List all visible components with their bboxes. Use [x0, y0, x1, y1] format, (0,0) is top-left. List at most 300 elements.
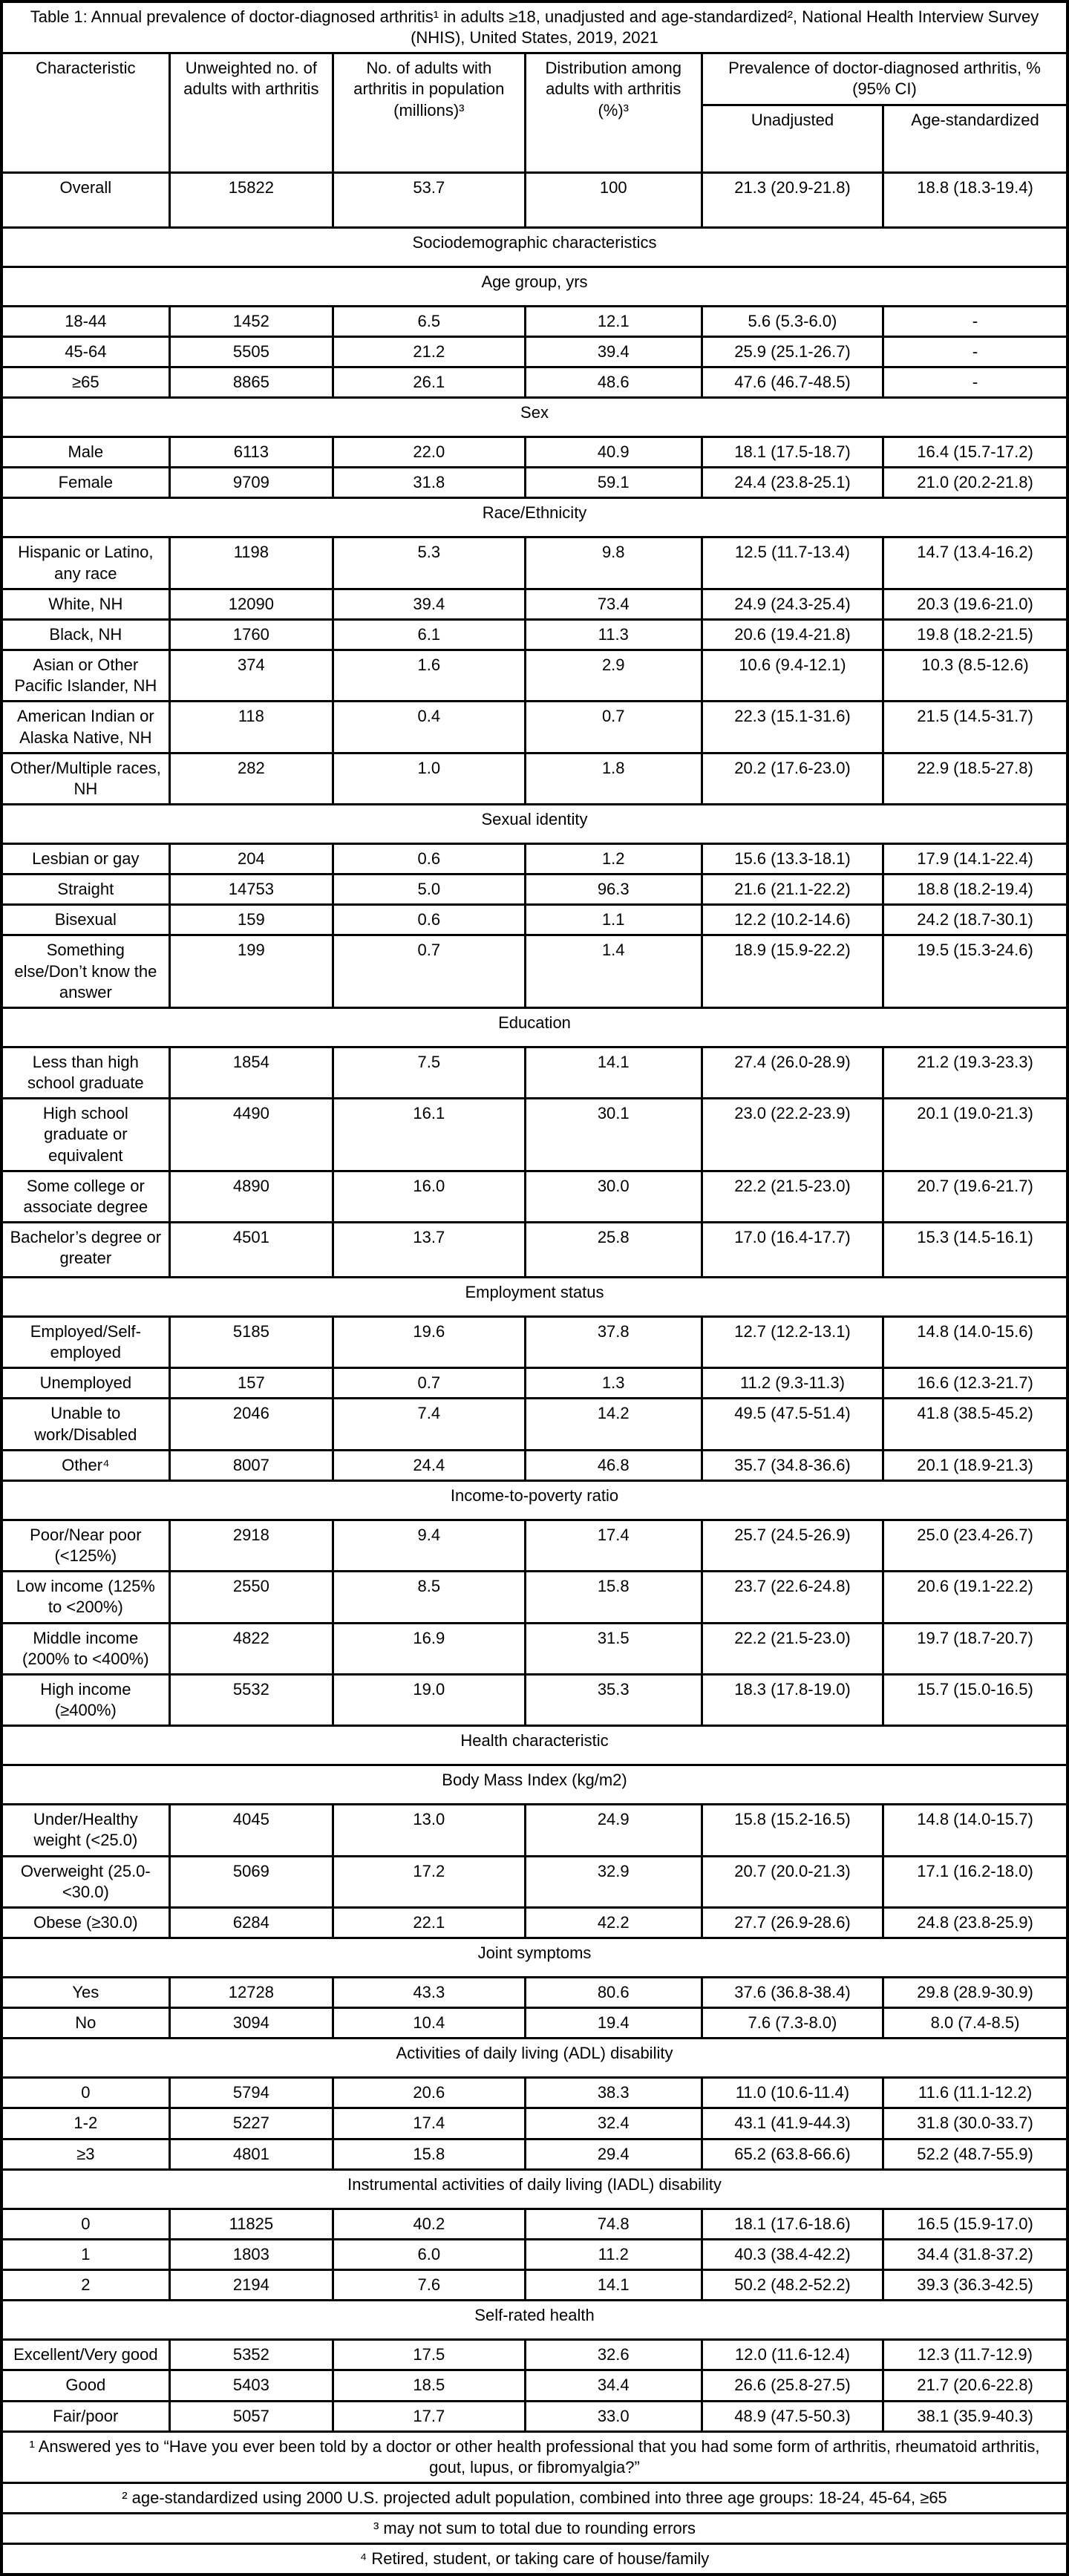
value-cell: 20.7 (20.0-21.3) — [702, 1856, 883, 1907]
value-cell: 5.6 (5.3-6.0) — [702, 306, 883, 336]
value-cell: 42.2 — [525, 1907, 702, 1938]
characteristic-cell: Lesbian or gay — [1, 843, 169, 874]
table-row — [1, 2139, 1068, 2169]
value-cell: 10.4 — [333, 2008, 525, 2039]
value-cell: - — [883, 336, 1068, 367]
value-cell: 9.4 — [333, 1520, 525, 1571]
characteristic-cell: Other/Multiple races, NH — [1, 753, 169, 804]
table-row — [1, 1399, 1068, 1450]
value-cell: 74.8 — [525, 2209, 702, 2239]
value-cell: 24.4 — [333, 1450, 525, 1480]
subsection-header-row — [1, 2039, 1068, 2078]
characteristic-cell: 1 — [1, 2239, 169, 2269]
value-cell: 26.1 — [333, 367, 525, 397]
value-cell: 10.6 (9.4-12.1) — [702, 650, 883, 702]
value-cell: 19.7 (18.7-20.7) — [883, 1623, 1068, 1674]
subsection-header-cell: Activities of daily living (ADL) disability — [1, 2039, 1068, 2078]
table-row — [1, 753, 1068, 804]
value-cell: 24.2 (18.7-30.1) — [883, 905, 1068, 935]
value-cell: 20.6 — [333, 2078, 525, 2108]
characteristic-cell: White, NH — [1, 589, 169, 619]
footnote-text: ³ may not sum to total due to rounding errors — [1, 2514, 1068, 2544]
footnote-text: ² age-standardized using 2000 U.S. projected adult population, combined into three age groups: 18-24, 45-64, ≥65 — [1, 2483, 1068, 2514]
value-cell: 16.5 (15.9-17.0) — [883, 2209, 1068, 2239]
table-row — [1, 875, 1068, 905]
value-cell: 24.4 (23.8-25.1) — [702, 468, 883, 498]
characteristic-cell: Yes — [1, 1977, 169, 2007]
table-row — [1, 537, 1068, 589]
value-cell: 17.0 (16.4-17.7) — [702, 1223, 883, 1278]
subsection-header-cell: Body Mass Index (kg/m2) — [1, 1765, 1068, 1805]
characteristic-cell: Fair/poor — [1, 2401, 169, 2431]
characteristic-cell: Bachelor’s degree or greater — [1, 1223, 169, 1278]
col-header-distribution: Distribution among adults with arthritis (%)³ — [525, 53, 702, 172]
value-cell: 30.0 — [525, 1171, 702, 1222]
table-row — [1, 1623, 1068, 1674]
table-row — [1, 2270, 1068, 2301]
characteristic-cell: 0 — [1, 2078, 169, 2108]
value-cell: 20.2 (17.6-23.0) — [702, 753, 883, 804]
value-cell: 20.6 (19.4-21.8) — [702, 619, 883, 650]
value-cell: 16.6 (12.3-21.7) — [883, 1368, 1068, 1399]
value-cell: 15.8 — [333, 2139, 525, 2169]
value-cell: 16.0 — [333, 1171, 525, 1222]
value-cell: 14.8 (14.0-15.7) — [883, 1805, 1068, 1856]
value-cell: 118 — [169, 702, 333, 753]
subsection-header-cell: Age group, yrs — [1, 267, 1068, 306]
value-cell: 5227 — [169, 2108, 333, 2139]
value-cell: 19.5 (15.3-24.6) — [883, 935, 1068, 1007]
value-cell: 1.0 — [333, 753, 525, 804]
value-cell: 43.3 — [333, 1977, 525, 2007]
table-row — [1, 1907, 1068, 1938]
characteristic-cell: Low income (125% to <200%) — [1, 1572, 169, 1623]
characteristic-cell: No — [1, 2008, 169, 2039]
value-cell: 34.4 — [525, 2370, 702, 2401]
value-cell: 25.0 (23.4-26.7) — [883, 1520, 1068, 1571]
characteristic-cell: Black, NH — [1, 619, 169, 650]
value-cell: 96.3 — [525, 875, 702, 905]
value-cell: 1.6 — [333, 650, 525, 702]
value-cell: 15.6 (13.3-18.1) — [702, 843, 883, 874]
value-cell: 5069 — [169, 1856, 333, 1907]
table-row — [1, 1977, 1068, 2007]
table-header — [1, 1, 1068, 172]
value-cell: 50.2 (48.2-52.2) — [702, 2270, 883, 2301]
footnote-row — [1, 2431, 1068, 2482]
value-cell: 204 — [169, 843, 333, 874]
characteristic-cell: 18-44 — [1, 306, 169, 336]
value-cell: 21.6 (21.1-22.2) — [702, 875, 883, 905]
table-row — [1, 650, 1068, 702]
value-cell: 15.7 (15.0-16.5) — [883, 1674, 1068, 1725]
footnote-row — [1, 2514, 1068, 2544]
value-cell: 1198 — [169, 537, 333, 589]
value-cell: 2.9 — [525, 650, 702, 702]
value-cell: 20.1 (18.9-21.3) — [883, 1450, 1068, 1480]
value-cell: 7.5 — [333, 1047, 525, 1098]
subsection-header-row — [1, 2301, 1068, 2340]
table-row — [1, 1572, 1068, 1623]
characteristic-cell: Good — [1, 2370, 169, 2401]
value-cell: 0.6 — [333, 905, 525, 935]
value-cell: 21.0 (20.2-21.8) — [883, 468, 1068, 498]
value-cell: 12.0 (11.6-12.4) — [702, 2340, 883, 2370]
value-cell: 22.9 (18.5-27.8) — [883, 753, 1068, 804]
col-header-characteristic: Characteristic — [1, 53, 169, 172]
value-cell: 46.8 — [525, 1450, 702, 1480]
characteristic-cell: Unable to work/Disabled — [1, 1399, 169, 1450]
value-cell: 14.8 (14.0-15.6) — [883, 1317, 1068, 1368]
table-row — [1, 2108, 1068, 2139]
value-cell: 0.4 — [333, 702, 525, 753]
value-cell: 17.2 — [333, 1856, 525, 1907]
table-row — [1, 437, 1068, 468]
table-row — [1, 935, 1068, 1007]
value-cell: 11.2 — [525, 2239, 702, 2269]
value-cell: 282 — [169, 753, 333, 804]
value-cell: 1.4 — [525, 935, 702, 1007]
subsection-header-row — [1, 1765, 1068, 1805]
table-row — [1, 843, 1068, 874]
value-cell: 37.6 (36.8-38.4) — [702, 1977, 883, 2007]
value-cell: 23.0 (22.2-23.9) — [702, 1099, 883, 1171]
value-cell: 25.9 (25.1-26.7) — [702, 336, 883, 367]
value-cell: 5.0 — [333, 875, 525, 905]
value-cell: 11.6 (11.1-12.2) — [883, 2078, 1068, 2108]
table-row — [1, 2078, 1068, 2108]
value-cell: 17.4 — [525, 1520, 702, 1571]
value-cell: 22.2 (21.5-23.0) — [702, 1623, 883, 1674]
value-cell: 2550 — [169, 1572, 333, 1623]
table-row — [1, 589, 1068, 619]
table-row — [1, 1674, 1068, 1725]
value-cell: 39.4 — [333, 589, 525, 619]
value-cell: 15.8 — [525, 1572, 702, 1623]
value-cell: 33.0 — [525, 2401, 702, 2431]
value-cell: 41.8 (38.5-45.2) — [883, 1399, 1068, 1450]
value-cell: 12.1 — [525, 306, 702, 336]
table-row — [1, 468, 1068, 498]
value-cell: 40.9 — [525, 437, 702, 468]
subsection-header-cell: Race/Ethnicity — [1, 498, 1068, 537]
value-cell: 22.1 — [333, 1907, 525, 1938]
characteristic-cell: Less than high school graduate — [1, 1047, 169, 1098]
value-cell: 43.1 (41.9-44.3) — [702, 2108, 883, 2139]
value-cell: 31.8 (30.0-33.7) — [883, 2108, 1068, 2139]
characteristic-cell: Some college or associate degree — [1, 1171, 169, 1222]
table-row — [1, 1368, 1068, 1399]
table-title-row — [1, 1, 1068, 53]
value-cell: 8007 — [169, 1450, 333, 1480]
characteristic-cell: Asian or Other Pacific Islander, NH — [1, 650, 169, 702]
characteristic-cell: Obese (≥30.0) — [1, 1907, 169, 1938]
value-cell: 15.8 (15.2-16.5) — [702, 1805, 883, 1856]
value-cell: 1.8 — [525, 753, 702, 804]
value-cell: 9.8 — [525, 537, 702, 589]
value-cell: 21.2 — [333, 336, 525, 367]
characteristic-cell: Employed/Self-employed — [1, 1317, 169, 1368]
value-cell: 19.8 (18.2-21.5) — [883, 619, 1068, 650]
value-cell: 59.1 — [525, 468, 702, 498]
characteristic-cell: Male — [1, 437, 169, 468]
value-cell: 49.5 (47.5-51.4) — [702, 1399, 883, 1450]
characteristic-cell: Overall — [1, 172, 169, 227]
characteristic-cell: 2 — [1, 2270, 169, 2301]
characteristic-cell: 45-64 — [1, 336, 169, 367]
value-cell: 2918 — [169, 1520, 333, 1571]
value-cell: 18.3 (17.8-19.0) — [702, 1674, 883, 1725]
characteristic-cell: Overweight (25.0- <30.0) — [1, 1856, 169, 1907]
value-cell: 19.0 — [333, 1674, 525, 1725]
value-cell: 15822 — [169, 172, 333, 227]
section-header-cell: Health characteristic — [1, 1726, 1068, 1765]
value-cell: 13.0 — [333, 1805, 525, 1856]
table-row — [1, 2209, 1068, 2239]
value-cell: 5185 — [169, 1317, 333, 1368]
value-cell: 80.6 — [525, 1977, 702, 2007]
value-cell: 1.1 — [525, 905, 702, 935]
value-cell: 11.3 — [525, 619, 702, 650]
characteristic-cell: High school graduate or equivalent — [1, 1099, 169, 1171]
value-cell: 13.7 — [333, 1223, 525, 1278]
value-cell: 8.0 (7.4-8.5) — [883, 2008, 1068, 2039]
characteristic-cell: Poor/Near poor (<125%) — [1, 1520, 169, 1571]
value-cell: 22.2 (21.5-23.0) — [702, 1171, 883, 1222]
value-cell: 31.5 — [525, 1623, 702, 1674]
value-cell: 20.3 (19.6-21.0) — [883, 589, 1068, 619]
value-cell: 21.5 (14.5-31.7) — [883, 702, 1068, 753]
value-cell: 14753 — [169, 875, 333, 905]
characteristic-cell: ≥3 — [1, 2139, 169, 2169]
characteristic-cell: Something else/Don’t know the answer — [1, 935, 169, 1007]
value-cell: 0.7 — [333, 1368, 525, 1399]
value-cell: 5794 — [169, 2078, 333, 2108]
value-cell: 1854 — [169, 1047, 333, 1098]
subsection-header-cell: Instrumental activities of daily living (IADL) disability — [1, 2169, 1068, 2209]
table-row — [1, 1805, 1068, 1856]
value-cell: 24.9 — [525, 1805, 702, 1856]
value-cell: 4490 — [169, 1099, 333, 1171]
value-cell: 4801 — [169, 2139, 333, 2169]
value-cell: 32.4 — [525, 2108, 702, 2139]
subsection-header-row — [1, 498, 1068, 537]
value-cell: 12.3 (11.7-12.9) — [883, 2340, 1068, 2370]
value-cell: 25.8 — [525, 1223, 702, 1278]
value-cell: 38.3 — [525, 2078, 702, 2108]
value-cell: - — [883, 367, 1068, 397]
value-cell: 4822 — [169, 1623, 333, 1674]
value-cell: 11.0 (10.6-11.4) — [702, 2078, 883, 2108]
col-header-prevalence-group: Prevalence of doctor-diagnosed arthritis, % (95% CI) — [702, 53, 1068, 105]
value-cell: 18.8 (18.3-19.4) — [883, 172, 1068, 227]
table-row — [1, 336, 1068, 367]
value-cell: 0.7 — [525, 702, 702, 753]
characteristic-cell: Unemployed — [1, 1368, 169, 1399]
value-cell: 17.4 — [333, 2108, 525, 2139]
value-cell: 39.3 (36.3-42.5) — [883, 2270, 1068, 2301]
value-cell: 17.1 (16.2-18.0) — [883, 1856, 1068, 1907]
characteristic-cell: Hispanic or Latino, any race — [1, 537, 169, 589]
value-cell: 53.7 — [333, 172, 525, 227]
section-header-row — [1, 1726, 1068, 1765]
value-cell: 6284 — [169, 1907, 333, 1938]
value-cell: 29.8 (28.9-30.9) — [883, 1977, 1068, 2007]
value-cell: 16.9 — [333, 1623, 525, 1674]
value-cell: 4890 — [169, 1171, 333, 1222]
value-cell: 27.4 (26.0-28.9) — [702, 1047, 883, 1098]
value-cell: 18.1 (17.6-18.6) — [702, 2209, 883, 2239]
value-cell: 14.7 (13.4-16.2) — [883, 537, 1068, 589]
table-row — [1, 1317, 1068, 1368]
value-cell: 12090 — [169, 589, 333, 619]
characteristic-cell: American Indian or Alaska Native, NH — [1, 702, 169, 753]
table-row — [1, 1099, 1068, 1171]
value-cell: 6113 — [169, 437, 333, 468]
subsection-header-cell: Joint symptoms — [1, 1938, 1068, 1977]
footnote-text: ¹ Answered yes to “Have you ever been told by a doctor or other health professional that you had some form of arthritis, rheumatoid arthritis, gout, lupus, or fibromyalgia?” — [1, 2431, 1068, 2482]
value-cell: 17.7 — [333, 2401, 525, 2431]
value-cell: 4501 — [169, 1223, 333, 1278]
subsection-header-cell: Employment status — [1, 1278, 1068, 1317]
value-cell: 27.7 (26.9-28.6) — [702, 1907, 883, 1938]
table-row — [1, 702, 1068, 753]
subsection-header-cell: Sex — [1, 398, 1068, 437]
table-row — [1, 2239, 1068, 2269]
value-cell: 32.9 — [525, 1856, 702, 1907]
value-cell: 19.4 — [525, 2008, 702, 2039]
value-cell: 18.9 (15.9-22.2) — [702, 935, 883, 1007]
value-cell: 17.5 — [333, 2340, 525, 2370]
value-cell: 18.5 — [333, 2370, 525, 2401]
value-cell: 38.1 (35.9-40.3) — [883, 2401, 1068, 2431]
characteristic-cell: Under/Healthy weight (<25.0) — [1, 1805, 169, 1856]
value-cell: 6.1 — [333, 619, 525, 650]
section-header-row — [1, 227, 1068, 267]
characteristic-cell: Female — [1, 468, 169, 498]
value-cell: 21.3 (20.9-21.8) — [702, 172, 883, 227]
table-row — [1, 905, 1068, 935]
value-cell: 48.6 — [525, 367, 702, 397]
value-cell: 73.4 — [525, 589, 702, 619]
value-cell: 8.5 — [333, 1572, 525, 1623]
value-cell: 5403 — [169, 2370, 333, 2401]
value-cell: 6.0 — [333, 2239, 525, 2269]
value-cell: 48.9 (47.5-50.3) — [702, 2401, 883, 2431]
value-cell: 16.4 (15.7-17.2) — [883, 437, 1068, 468]
col-header-unadjusted: Unadjusted — [702, 105, 883, 172]
table-row — [1, 2370, 1068, 2401]
subsection-header-cell: Self-rated health — [1, 2301, 1068, 2340]
characteristic-cell: Bisexual — [1, 905, 169, 935]
value-cell: 26.6 (25.8-27.5) — [702, 2370, 883, 2401]
table-row — [1, 2008, 1068, 2039]
table-body — [1, 172, 1068, 2575]
table-row — [1, 1856, 1068, 1907]
value-cell: 65.2 (63.8-66.6) — [702, 2139, 883, 2169]
value-cell: 2046 — [169, 1399, 333, 1450]
value-cell: 30.1 — [525, 1099, 702, 1171]
subsection-header-row — [1, 1938, 1068, 1977]
value-cell: 24.8 (23.8-25.9) — [883, 1907, 1068, 1938]
value-cell: 52.2 (48.7-55.9) — [883, 2139, 1068, 2169]
value-cell: 5057 — [169, 2401, 333, 2431]
value-cell: 199 — [169, 935, 333, 1007]
subsection-header-row — [1, 398, 1068, 437]
section-header-cell: Sociodemographic characteristics — [1, 227, 1068, 267]
value-cell: 0.7 — [333, 935, 525, 1007]
col-header-unweighted-no: Unweighted no. of adults with arthritis — [169, 53, 333, 172]
value-cell: 25.7 (24.5-26.9) — [702, 1520, 883, 1571]
subsection-header-row — [1, 1007, 1068, 1047]
value-cell: 39.4 — [525, 336, 702, 367]
table-row — [1, 306, 1068, 336]
footnote-row — [1, 2483, 1068, 2514]
value-cell: 20.1 (19.0-21.3) — [883, 1099, 1068, 1171]
subsection-header-row — [1, 1278, 1068, 1317]
characteristic-cell: Straight — [1, 875, 169, 905]
subsection-header-row — [1, 2169, 1068, 2209]
value-cell: 1.3 — [525, 1368, 702, 1399]
value-cell: 8865 — [169, 367, 333, 397]
subsection-header-cell: Sexual identity — [1, 804, 1068, 843]
value-cell: 7.6 — [333, 2270, 525, 2301]
table-row — [1, 619, 1068, 650]
value-cell: 18.8 (18.2-19.4) — [883, 875, 1068, 905]
value-cell: 20.6 (19.1-22.2) — [883, 1572, 1068, 1623]
value-cell: 9709 — [169, 468, 333, 498]
table-title: Table 1: Annual prevalence of doctor-diagnosed arthritis¹ in adults ≥18, unadjusted and age-standardized², National Health Interview Survey (NHIS), United States, 2019, 2021 — [1, 1, 1068, 53]
value-cell: 40.2 — [333, 2209, 525, 2239]
table-row — [1, 1223, 1068, 1278]
value-cell: 11825 — [169, 2209, 333, 2239]
value-cell: 31.8 — [333, 468, 525, 498]
value-cell: 12.5 (11.7-13.4) — [702, 537, 883, 589]
characteristic-cell: High income (≥400%) — [1, 1674, 169, 1725]
table-row — [1, 1450, 1068, 1480]
table-row — [1, 1047, 1068, 1098]
value-cell: 22.0 — [333, 437, 525, 468]
value-cell: 10.3 (8.5-12.6) — [883, 650, 1068, 702]
table-row — [1, 172, 1068, 227]
value-cell: 7.6 (7.3-8.0) — [702, 2008, 883, 2039]
table-row — [1, 1520, 1068, 1571]
value-cell: 12728 — [169, 1977, 333, 2007]
subsection-header-row — [1, 267, 1068, 306]
value-cell: 5505 — [169, 336, 333, 367]
value-cell: 21.7 (20.6-22.8) — [883, 2370, 1068, 2401]
value-cell: 15.3 (14.5-16.1) — [883, 1223, 1068, 1278]
table-row — [1, 2340, 1068, 2370]
characteristic-cell: ≥65 — [1, 367, 169, 397]
value-cell: 5532 — [169, 1674, 333, 1725]
value-cell: 20.7 (19.6-21.7) — [883, 1171, 1068, 1222]
value-cell: 19.6 — [333, 1317, 525, 1368]
table-row — [1, 367, 1068, 397]
characteristic-cell: 0 — [1, 2209, 169, 2239]
value-cell: 374 — [169, 650, 333, 702]
value-cell: 3094 — [169, 2008, 333, 2039]
subsection-header-row — [1, 804, 1068, 843]
characteristic-cell: Excellent/Very good — [1, 2340, 169, 2370]
value-cell: 7.4 — [333, 1399, 525, 1450]
value-cell: 24.9 (24.3-25.4) — [702, 589, 883, 619]
value-cell: 1803 — [169, 2239, 333, 2269]
value-cell: 40.3 (38.4-42.2) — [702, 2239, 883, 2269]
characteristic-cell: Other⁴ — [1, 1450, 169, 1480]
subsection-header-cell: Education — [1, 1007, 1068, 1047]
value-cell: 12.2 (10.2-14.6) — [702, 905, 883, 935]
